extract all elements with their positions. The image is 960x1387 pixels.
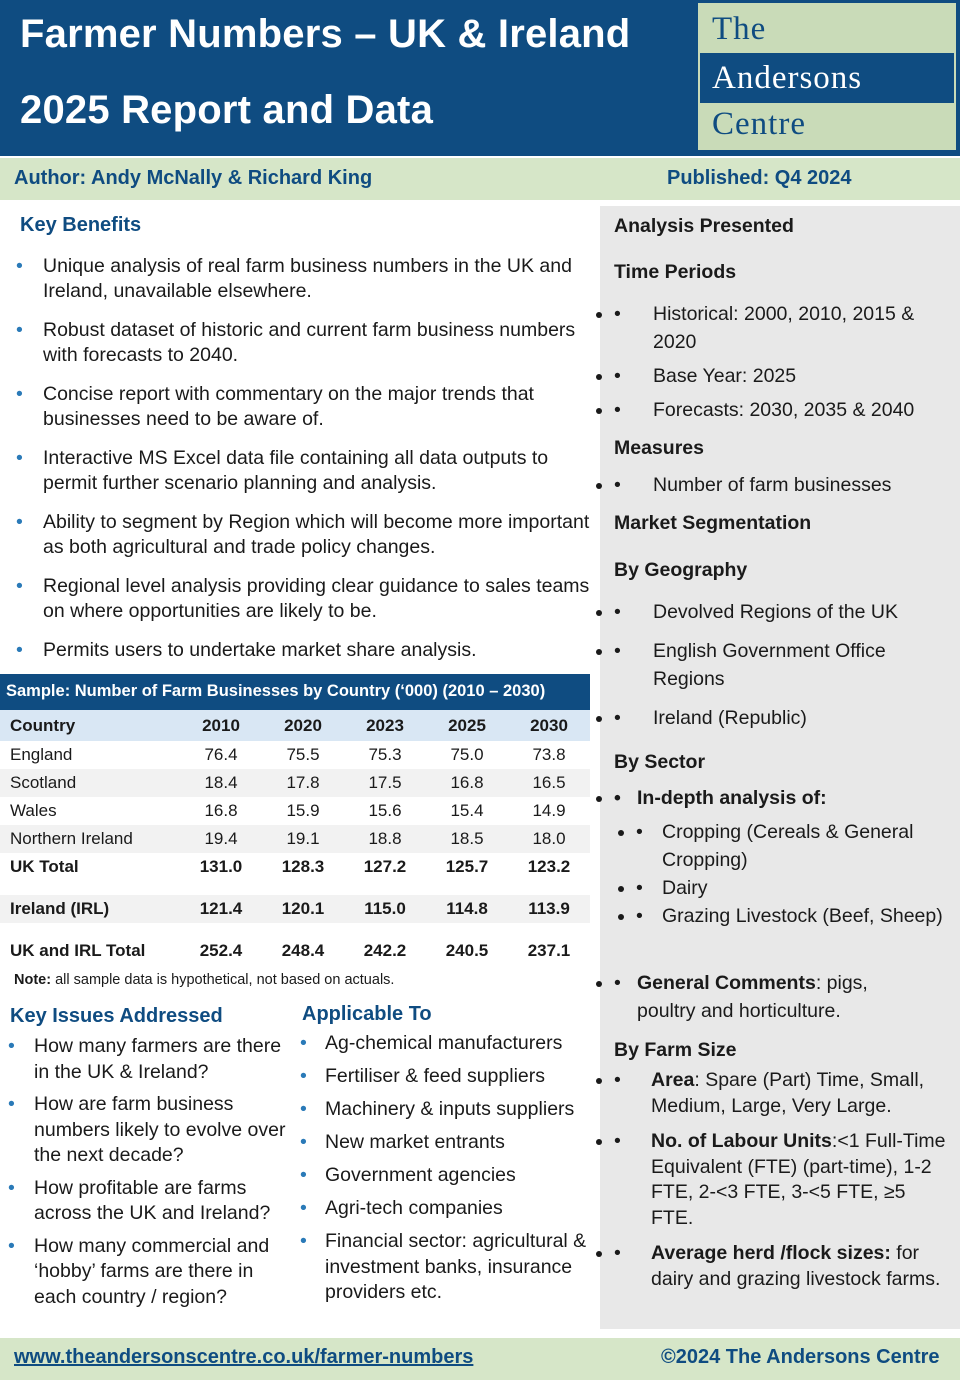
list-item: • Robust dataset of historic and current farm business numbers with forecasts to 2040.	[14, 318, 590, 368]
bullet: • •	[614, 1130, 621, 1152]
andersons-centre-logo	[698, 3, 956, 150]
bullet: • •	[614, 1069, 621, 1091]
logo-line-1: The	[700, 5, 954, 53]
table-cell: 121.4	[180, 895, 262, 923]
table-cell: Ireland (IRL)	[0, 895, 180, 923]
note-text: all sample data is hypothetical, not based on actuals.	[51, 972, 395, 988]
list-item	[636, 818, 948, 874]
website-link[interactable]: www.theandersonscentre.co.uk/farmer-numbers	[14, 1346, 474, 1368]
table-cell: 19.1	[262, 825, 344, 853]
list-item: • New market entrants	[300, 1130, 592, 1156]
list-item	[614, 969, 914, 1025]
list-item-text: Historical: 2000, 2010, 2015 & 2020	[653, 303, 915, 353]
column-header: 2020	[262, 710, 344, 741]
table-cell: 19.4	[180, 825, 262, 853]
table-cell: 75.0	[450, 745, 484, 764]
table-cell: Northern Ireland	[0, 825, 180, 853]
time-periods-title: Time Periods	[614, 261, 737, 283]
by-sector-title: By Sector	[614, 751, 706, 773]
geography-list	[614, 598, 944, 732]
by-geography-title: By Geography	[614, 559, 748, 581]
list-item: • Financial sector: agricultural & investment banks, insurance providers etc.	[300, 1229, 592, 1306]
list-item-label: No. of Labour Units	[651, 1130, 832, 1152]
author-bar	[0, 158, 960, 200]
table-cell: 131.0	[199, 857, 243, 876]
table-row	[0, 825, 590, 853]
list-item	[614, 704, 944, 732]
list-item: • Permits users to undertake market share analysis.	[14, 638, 590, 663]
table-row-grand-total	[0, 937, 590, 965]
list-item	[614, 1129, 946, 1231]
bullet: • •	[614, 303, 621, 325]
table-cell: 18.5	[426, 825, 508, 853]
logo-line-2: Andersons	[700, 53, 954, 103]
list-item-text: : pigs, poultry and horticulture.	[637, 972, 868, 1022]
list-item: • How many farmers are there in the UK & Ireland?	[8, 1034, 288, 1085]
table-cell: 128.3	[281, 857, 325, 876]
table-cell: 15.9	[286, 801, 320, 820]
column-header: 2025	[426, 710, 508, 741]
bullet: • •	[614, 640, 621, 662]
table-cell: 73.8	[532, 745, 566, 764]
list-item-text: Grazing Livestock (Beef, Sheep)	[662, 905, 943, 927]
table-cell: 123.2	[527, 857, 571, 876]
sector-list	[614, 784, 954, 812]
list-item-label: Area	[651, 1069, 695, 1091]
column-header: 2023	[344, 710, 426, 741]
table-cell: 75.5	[286, 745, 320, 764]
table-cell: 240.5	[445, 941, 489, 960]
table-cell: 18.0	[508, 825, 590, 853]
table-cell: 237.1	[527, 941, 571, 960]
list-item: • How many commercial and ‘hobby’ farms are there in each country / region?	[8, 1234, 288, 1311]
table-note	[14, 972, 394, 988]
note-label: Note:	[14, 972, 52, 988]
market-segmentation-title: Market Segmentation	[614, 512, 812, 534]
bullet: • •	[636, 821, 643, 843]
table-cell: 18.4	[180, 769, 262, 797]
list-item	[614, 1068, 946, 1119]
footer-bar	[0, 1338, 960, 1380]
table-cell: 14.9	[532, 801, 566, 820]
analysis-panel	[600, 206, 960, 1329]
bullet: • •	[614, 399, 621, 421]
bullet: • •	[614, 972, 621, 994]
table-cell: 17.5	[344, 769, 426, 797]
bullet: • •	[614, 707, 621, 729]
table-row-uk-total	[0, 853, 590, 881]
by-farm-size-title: By Farm Size	[614, 1039, 737, 1061]
list-item-text: Cropping (Cereals & General Cropping)	[662, 821, 914, 871]
list-item: • How profitable are farms across the UK and Ireland?	[8, 1176, 288, 1227]
sector-general-list	[614, 969, 914, 1025]
list-item-text: In-depth analysis of:	[637, 787, 827, 809]
list-item	[614, 784, 954, 812]
list-item	[636, 902, 948, 930]
column-header: 2030	[508, 710, 590, 741]
list-item: • Ability to segment by Region which will become more important as both agricultural and trade policy changes.	[14, 510, 590, 560]
analysis-title: Analysis Presented	[614, 215, 794, 237]
table-cell: 127.2	[363, 857, 407, 876]
list-item: • Fertiliser & feed suppliers	[300, 1064, 592, 1090]
table-cell: 242.2	[363, 941, 407, 960]
list-item	[614, 300, 944, 356]
table-cell: 16.8	[426, 769, 508, 797]
table-row	[0, 797, 590, 825]
list-item-text: Devolved Regions of the UK	[653, 601, 898, 623]
table-cell: 16.5	[508, 769, 590, 797]
table-spacer	[0, 923, 590, 937]
table-cell: 125.7	[445, 857, 489, 876]
sample-table-title: Sample: Number of Farm Businesses by Country (‘000) (2010 – 2030)	[0, 674, 590, 710]
list-item-text: : Spare (Part) Time, Small, Medium, Large, Very Large.	[651, 1069, 925, 1117]
list-item-label: General Comments	[637, 972, 816, 994]
table-cell: 18.8	[344, 825, 426, 853]
key-benefits-list	[14, 254, 590, 677]
table-spacer	[0, 881, 590, 895]
published-text: Published: Q4 2024	[667, 167, 852, 189]
table-cell: 17.8	[262, 769, 344, 797]
table-cell: 114.8	[426, 895, 508, 923]
sector-sublist	[636, 818, 948, 930]
list-item: • Government agencies	[300, 1163, 592, 1189]
table-cell: 252.4	[199, 941, 243, 960]
list-item: • Ag-chemical manufacturers	[300, 1031, 592, 1057]
list-item	[614, 362, 944, 390]
table-cell: 15.4	[450, 801, 484, 820]
table-row	[0, 741, 590, 769]
list-item-text: Forecasts: 2030, 2035 & 2040	[653, 399, 915, 421]
list-item: • Regional level analysis providing clear guidance to sales teams on where opportunities are likely to be.	[14, 574, 590, 624]
bullet: • •	[614, 601, 621, 623]
time-periods-list	[614, 300, 944, 424]
column-header: Country	[0, 710, 180, 741]
author-text: Author: Andy McNally & Richard King	[14, 167, 373, 189]
applicable-to-title: Applicable To	[302, 1003, 432, 1025]
list-item	[614, 396, 944, 424]
list-item-text: English Government Office Regions	[653, 640, 886, 690]
list-item	[614, 471, 944, 499]
table-cell: Scotland	[0, 769, 180, 797]
applicable-to-list	[300, 1031, 592, 1313]
list-item: • Unique analysis of real farm business numbers in the UK and Ireland, unavailable elsewhere.	[14, 254, 590, 304]
list-item-text: Ireland (Republic)	[653, 707, 807, 729]
list-item: • Agri-tech companies	[300, 1196, 592, 1222]
table-cell: UK and IRL Total	[10, 941, 146, 960]
list-item: • Interactive MS Excel data file containing all data outputs to permit further scenario planning and analysis.	[14, 446, 590, 496]
column-header: 2010	[180, 710, 262, 741]
table-row	[0, 769, 590, 797]
table-cell: Wales	[10, 801, 57, 820]
measures-title: Measures	[614, 437, 704, 459]
table-cell: 76.4	[204, 745, 238, 764]
list-item-text: Dairy	[662, 877, 708, 899]
report-title: Farmer Numbers – UK & Ireland	[20, 12, 631, 56]
header-banner	[0, 0, 960, 156]
list-item-text: Base Year: 2025	[653, 365, 797, 387]
list-item-label: Average herd /flock sizes:	[651, 1242, 891, 1264]
list-item	[614, 1241, 946, 1292]
table-header-row	[0, 710, 590, 741]
list-item	[614, 637, 914, 693]
report-subtitle: 2025 Report and Data	[20, 88, 434, 132]
bullet: • •	[614, 365, 621, 387]
bullet: • •	[636, 877, 643, 899]
key-issues-list	[8, 1034, 288, 1317]
list-item: • Machinery & inputs suppliers	[300, 1097, 592, 1123]
table-cell: 15.6	[368, 801, 402, 820]
bullet: • •	[614, 787, 621, 809]
table-cell: UK Total	[10, 857, 79, 876]
sample-data-table	[0, 710, 590, 965]
farm-size-list	[614, 1068, 946, 1292]
measures-list	[614, 471, 944, 499]
list-item-text: Number of farm businesses	[653, 474, 892, 496]
list-item-text: :<1 Full-Time Equivalent (FTE) (part-time), 1-2 FTE, 2-<3 FTE, 3-<5 FTE, ≥5 FTE.	[651, 1130, 946, 1229]
table-cell: 120.1	[262, 895, 344, 923]
key-benefits-title: Key Benefits	[20, 214, 142, 236]
key-issues-title: Key Issues Addressed	[10, 1005, 223, 1027]
table-cell: 75.3	[368, 745, 402, 764]
bullet: • •	[614, 474, 621, 496]
bullet: • •	[636, 905, 643, 927]
list-item-text: for dairy and grazing livestock farms.	[651, 1242, 941, 1290]
list-item: • How are farm business numbers likely to evolve over the next decade?	[8, 1092, 288, 1169]
list-item	[614, 598, 944, 626]
table-cell: 113.9	[508, 895, 590, 923]
table-cell: 248.4	[281, 941, 325, 960]
bullet: • •	[614, 1242, 621, 1264]
copyright-text: ©2024 The Andersons Centre	[661, 1346, 940, 1368]
table-cell: England	[10, 745, 73, 764]
table-row-ireland	[0, 895, 590, 923]
table-cell: 16.8	[204, 801, 238, 820]
list-item	[636, 874, 948, 902]
list-item: • Concise report with commentary on the major trends that businesses need to be aware of.	[14, 382, 590, 432]
table-cell: 115.0	[344, 895, 426, 923]
logo-line-3: Centre	[700, 103, 954, 148]
